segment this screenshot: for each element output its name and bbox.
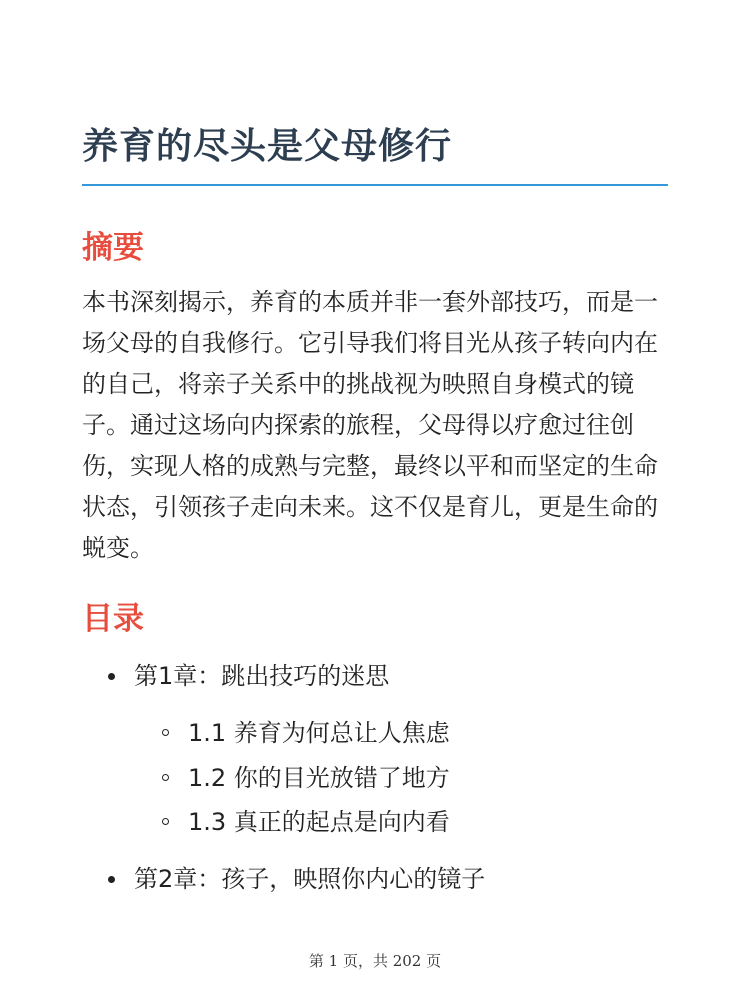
hollow-bullet-icon: [162, 729, 169, 736]
toc-chapter-label: 第1章：跳出技巧的迷思: [134, 662, 390, 690]
page-title: 养育的尽头是父母修行: [82, 126, 453, 167]
toc-section-label: 1.1 养育为何总让人焦虑: [188, 719, 450, 747]
hollow-bullet-icon: [162, 774, 169, 781]
abstract-body: 本书深刻揭示，养育的本质并非一套外部技巧，而是一场父母的自我修行。它引导我们将目光从孩子转向内在的自己，将亲子关系中的挑战视为映照自身模式的镜子。通过这场向内探索的旅程，父母得以疗愈过往创伤，实现人格的成熟与完整，最终以平和而坚定的生命状态，引领孩子走向未来。这不仅是育儿，更是生命的蜕变。: [82, 288, 658, 562]
hollow-bullet-icon: [162, 818, 169, 825]
filled-bullet-icon: [108, 876, 115, 883]
abstract-heading: 摘要: [82, 230, 144, 266]
toc-chapter-label: 第2章：孩子，映照你内心的镜子: [134, 865, 486, 893]
title-divider: [82, 184, 668, 186]
toc-section-label: 1.2 你的目光放错了地方: [188, 764, 450, 792]
toc-heading: 目录: [82, 601, 144, 637]
toc-section-label: 1.3 真正的起点是向内看: [188, 808, 450, 836]
filled-bullet-icon: [108, 673, 115, 680]
page-footer: 第 1 页，共 202 页: [308, 952, 442, 970]
